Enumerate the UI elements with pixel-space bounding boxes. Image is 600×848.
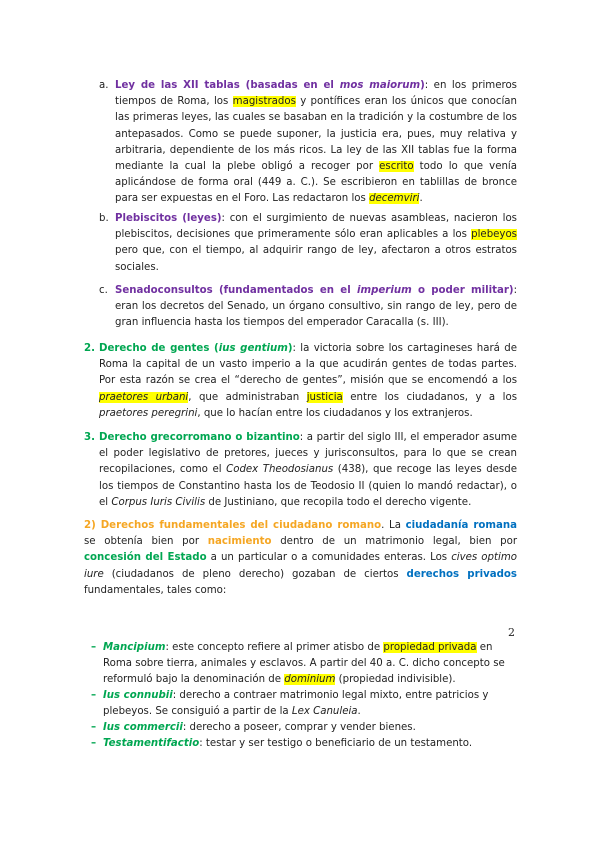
- highlight-propiedad-privada: propiedad privada: [383, 642, 477, 653]
- highlight-decemviri: decemviri: [369, 193, 420, 205]
- dash-bullet: –: [91, 642, 97, 653]
- list-marker-c: c.: [99, 285, 108, 296]
- paragraph-plebiscitos: Plebiscitos (leyes): con el surgimiento de nuevas asambleas, nacieron los plebiscitos, decisiones que primeramente sólo eran aplicables a los plebeyos pero que, con el tiempo, al adquirir rango de ley, afectaron a otros estratos sociales.: [115, 213, 517, 273]
- paragraph-derecho-grecorromano: Derecho grecorromano o bizantino: a partir del siglo III, el emperador asume el poder legislativo de pretores, jueces y jurisconsultos, para lo que se crean recopilaciones, como el Codex Theodosianus (438), que recoge las leyes desde los tiempos de Constantino hasta los de Teodosio II (quien lo mandó redactar), o el Corpus Iuris Civilis de Justiniano, que recopila todo el derecho vigente.: [99, 432, 517, 508]
- heading-derecho-grecorromano: Derecho grecorromano o bizantino: [99, 432, 300, 443]
- highlight-magistrados: magistrados: [232, 96, 296, 108]
- heading-derecho-gentes: Derecho de gentes (ius gentium): [99, 343, 293, 354]
- heading-senadoconsultos: Senadoconsultos (fundamentados en el imperium o poder militar): [115, 285, 514, 296]
- term-mancipium: Mancipium: [103, 642, 166, 653]
- highlight-praetores-urbani: praetores urbani: [99, 391, 189, 403]
- highlight-escrito: escrito: [379, 161, 414, 173]
- highlight-dominium: dominium: [284, 674, 336, 686]
- term-ius-commercii: Ius commercii: [103, 722, 183, 733]
- paragraph-xii-tablas: Ley de las XII tablas (basadas en el mos maiorum): en los primeros tiempos de Roma, los magistrados y pontífices eran los únicos que conocían las primeras leyes, las cuales se basaban en la tradición y la costumbre de los antepasados. Como se puede suponer, la justicia era, pues, muy relativa y arbitraria, dependiente de los más ricos. La ley de las XII tablas fue la forma mediante la cual la plebe obligó a recoger por escrito todo lo que venía aplicándose de forma oral (449 a. C.). Se escribieron en tablillas de bronce para ser expuestas en el Foro. Las redactaron los decemviri.: [115, 80, 517, 205]
- list-marker-2: 2.: [84, 343, 95, 354]
- heading-plebiscitos: Plebiscitos (leyes): [115, 213, 222, 224]
- heading-xii-tablas: Ley de las XII tablas (basadas en el mos maiorum): [115, 80, 425, 91]
- list-item-ius-commercii: Ius commercii: derecho a poseer, comprar y vender bienes.: [103, 722, 416, 733]
- list-marker-b: b.: [99, 213, 109, 224]
- dash-bullet: –: [91, 722, 97, 733]
- highlight-plebeyos: plebeyos: [471, 229, 517, 241]
- paragraph-senadoconsultos: Senadoconsultos (fundamentados en el imperium o poder militar): eran los decretos del Senado, un órgano consultivo, sin rango de ley, pero de gran influencia hasta los tiempos del emperador Caracalla (s. III).: [115, 285, 517, 329]
- term-ius-connubii: Ius connubii: [103, 690, 173, 701]
- list-marker-a: a.: [99, 80, 109, 91]
- paragraph-derecho-gentes: Derecho de gentes (ius gentium): la victoria sobre los cartagineses hará de Roma la capital de un vasto imperio a la que acudirán gentes de todas partes. Por esta razón se crea el “derecho de gentes”, misión que se encomendó a los praetores urbani, que administraban justicia entre los ciudadanos, y a los praetores peregrini, que lo hacían entre los ciudadanos y los extranjeros.: [99, 343, 518, 419]
- dash-bullet: –: [91, 690, 97, 701]
- list-item-testamentifactio: Testamentifactio: testar y ser testigo o beneficiario de un testamento.: [103, 738, 473, 749]
- term-testamentifactio: Testamentifactio: [103, 738, 200, 749]
- dash-bullet: –: [91, 738, 97, 749]
- list-item-mancipium: Mancipium: este concepto refiere al primer atisbo de propiedad privada en Roma sobre tierra, animales y esclavos. A partir del 40 a. C. dicho concepto se reformuló bajo la denominación de dominium (propiedad indivisible).: [103, 642, 505, 686]
- highlight-justicia: justicia: [306, 391, 343, 403]
- paragraph-derechos-fundamentales: 2) Derechos fundamentales del ciudadano romano. La ciudadanía romana se obtenía bien por nacimiento dentro de un matrimonio legal, bien por concesión del Estado a un particular o a comunidades enteras. Los cives optimo iure (ciudadanos de pleno derecho) gozaban de ciertos derechos privados fundamentales, tales como:: [84, 520, 518, 596]
- heading-derechos-fundamentales: 2) Derechos fundamentales del ciudadano romano: [84, 520, 382, 531]
- list-marker-3: 3.: [84, 432, 95, 443]
- page-number: 2: [508, 626, 515, 639]
- list-item-ius-connubii: Ius connubii: derecho a contraer matrimonio legal mixto, entre patricios y plebeyos. Se consiguió a partir de la Lex Canuleia.: [103, 690, 489, 718]
